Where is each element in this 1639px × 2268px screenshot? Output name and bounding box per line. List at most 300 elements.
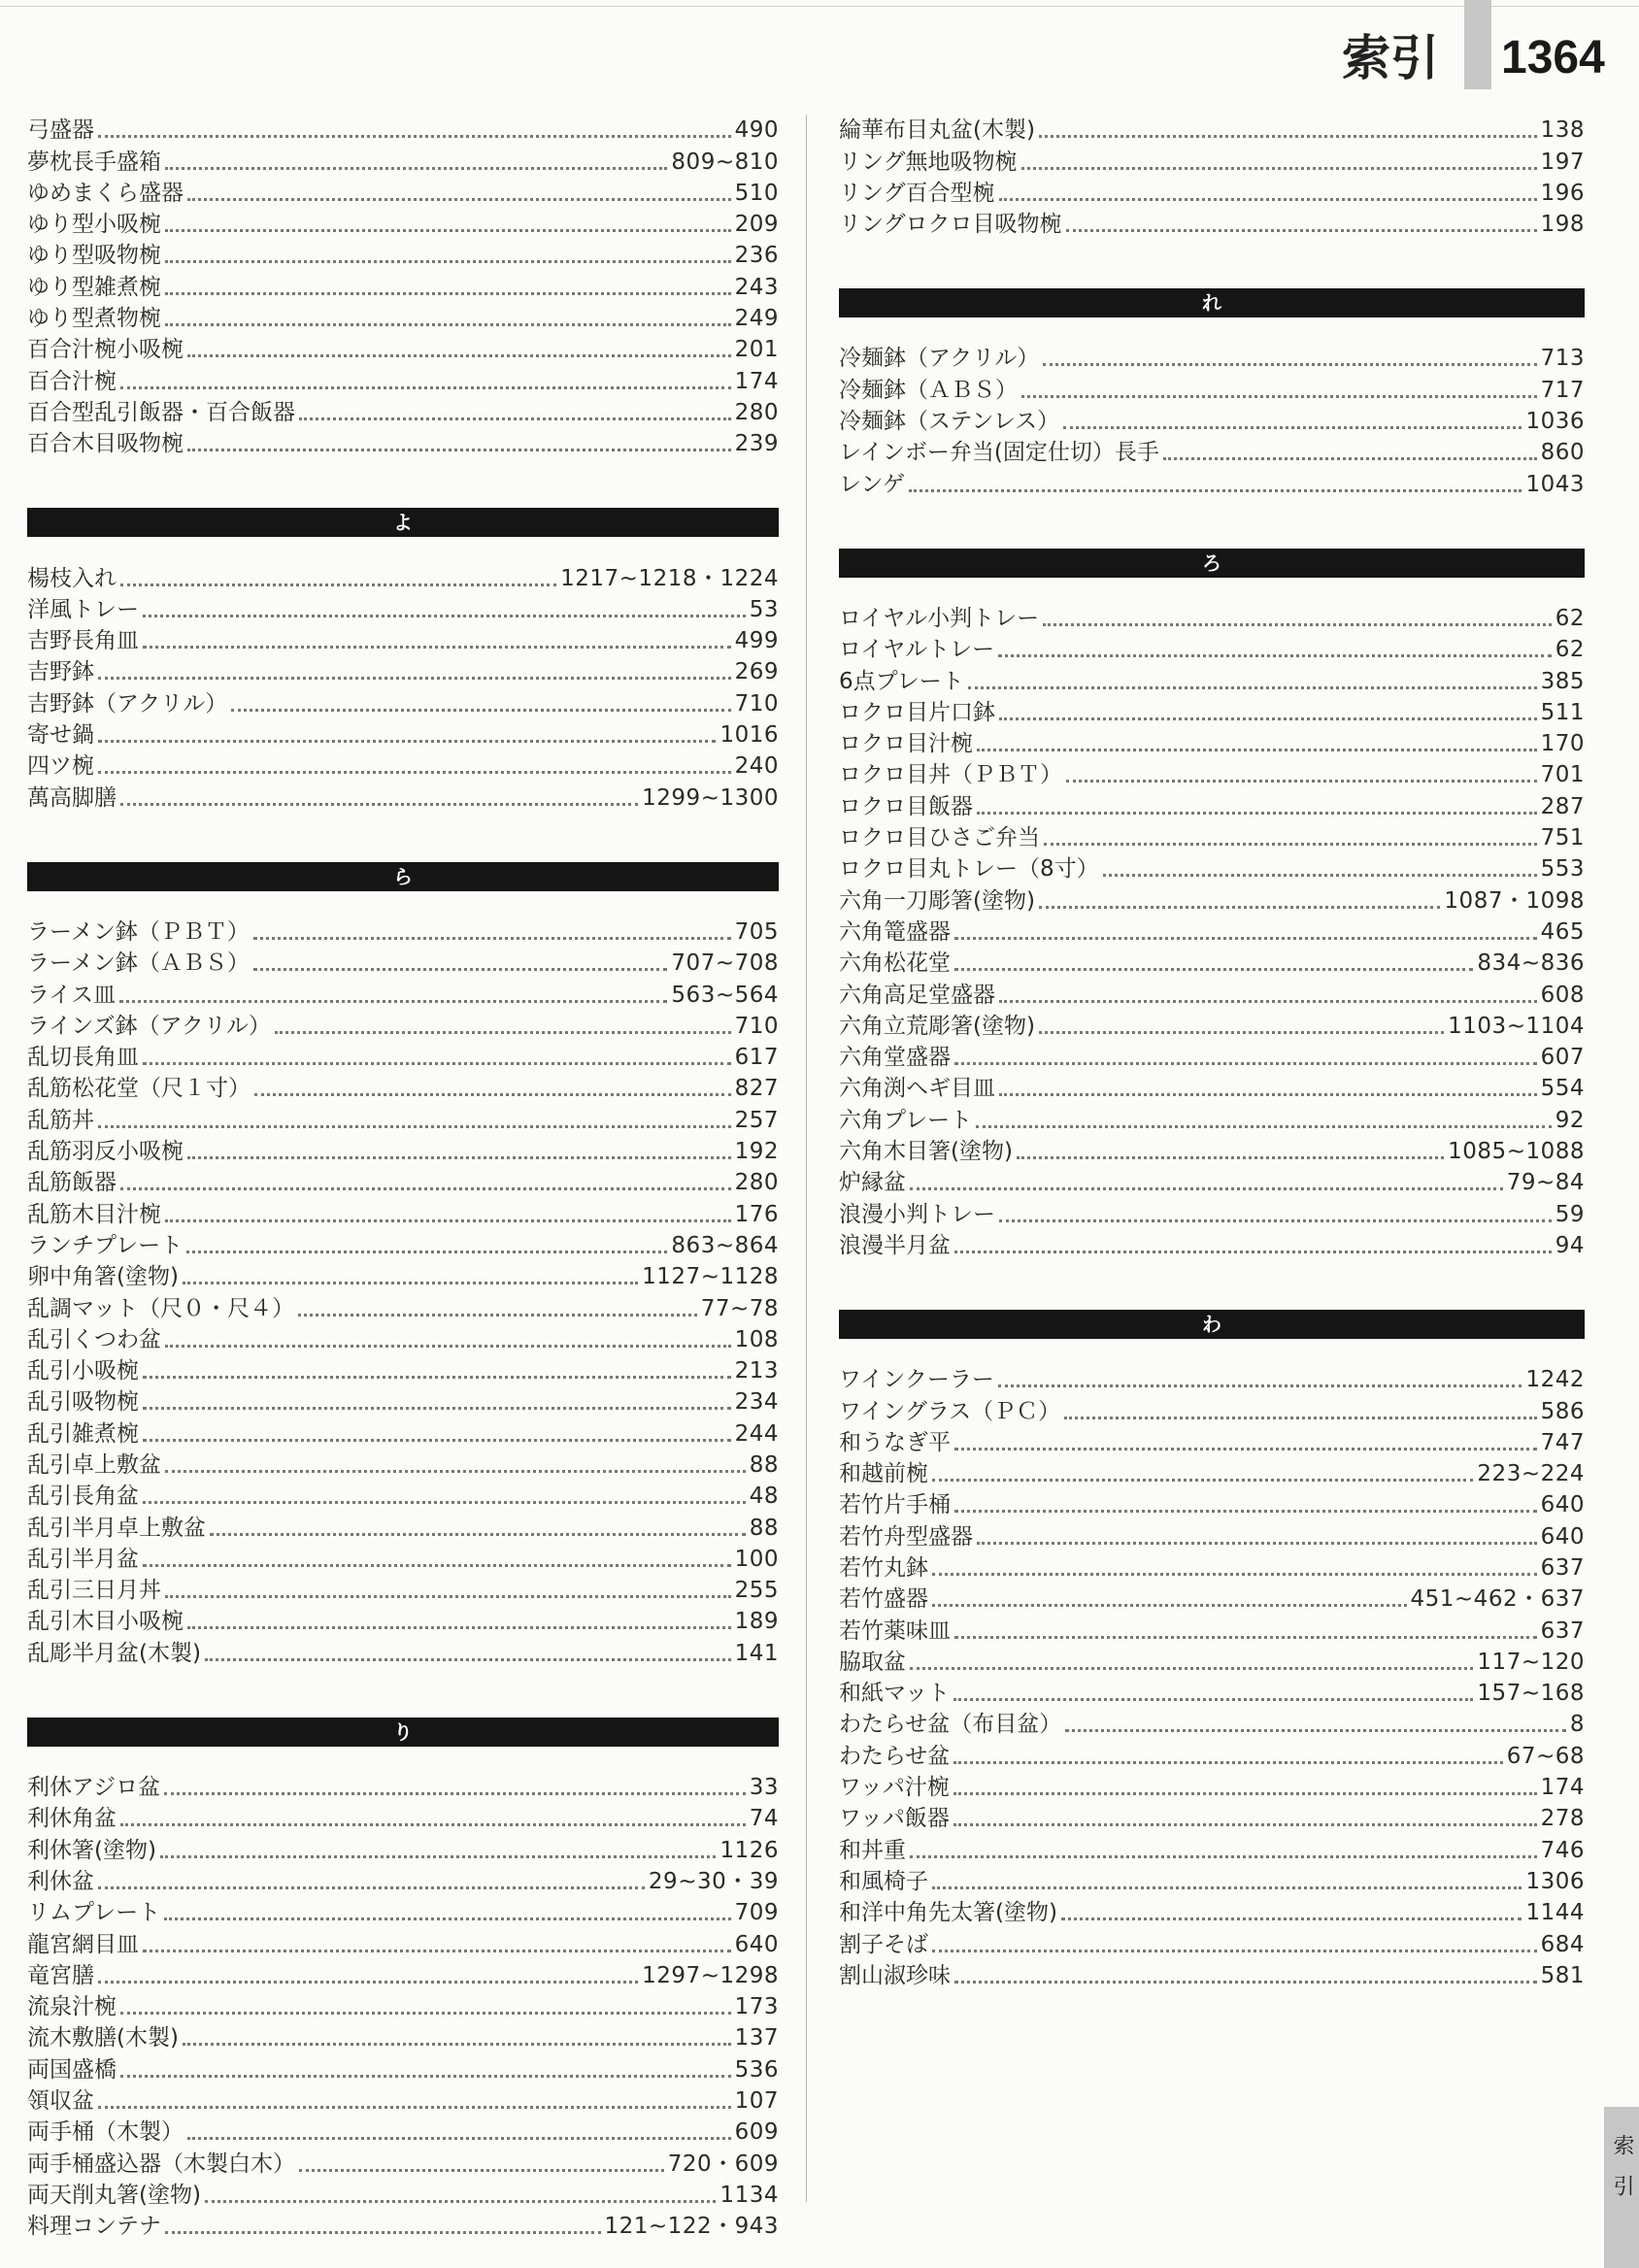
entry-page-number: 88 — [749, 1451, 779, 1478]
entry-label: 浪漫半月盆 — [839, 1232, 951, 1258]
dot-leader — [1039, 1031, 1444, 1034]
dot-leader — [165, 2231, 601, 2234]
entry-label: ロクロ目飯器 — [839, 793, 973, 819]
index-entry — [27, 2022, 779, 2053]
index-entry — [27, 1167, 779, 1198]
index-entry — [839, 146, 1585, 177]
entry-page-number: 137 — [734, 2025, 779, 2051]
dot-leader — [932, 1604, 1407, 1607]
index-entry — [27, 1042, 779, 1073]
index-entry — [839, 1520, 1585, 1551]
dot-leader — [1044, 843, 1537, 846]
entry-page-number: 710 — [734, 690, 779, 717]
entry-page-number: 100 — [734, 1546, 779, 1572]
index-entry — [839, 697, 1585, 728]
entry-label: 利休箸(塗物) — [27, 1837, 156, 1863]
entry-page-number: 249 — [734, 306, 779, 332]
dot-leader — [1163, 457, 1537, 460]
dot-leader — [120, 584, 556, 586]
entry-page-number: 197 — [1540, 149, 1585, 175]
dot-leader — [910, 1667, 1473, 1670]
entry-label: ロクロ目片口鉢 — [839, 699, 995, 725]
dot-leader — [953, 1761, 1502, 1764]
entry-label: ロクロ目丼（ＰＢＴ） — [839, 762, 1062, 788]
index-entry — [27, 1011, 779, 1042]
index-entry — [27, 2148, 779, 2179]
entry-label: 乱引長角盆 — [27, 1484, 139, 1510]
entry-page-number: 280 — [734, 1170, 779, 1196]
entry-label: 両手桶（木製） — [27, 2119, 184, 2146]
dot-leader — [187, 354, 731, 357]
index-entry — [839, 728, 1585, 759]
index-entry — [839, 884, 1585, 916]
index-entry — [27, 115, 779, 146]
entry-label: 浪漫小判トレー — [839, 1201, 995, 1227]
dot-leader — [98, 1886, 645, 1889]
index-entry — [27, 917, 779, 948]
entry-label: ゆり型煮物椀 — [27, 306, 161, 332]
entry-page-number: 747 — [1540, 1429, 1585, 1455]
dot-leader — [98, 677, 731, 680]
entry-page-number: 244 — [734, 1420, 779, 1447]
entry-page-number: 117~120 — [1477, 1649, 1585, 1675]
dot-leader — [143, 1376, 731, 1379]
entry-page-number: 1016 — [719, 722, 779, 749]
header-tab-marker — [1464, 0, 1491, 89]
index-entry — [27, 146, 779, 177]
entry-label: 6点プレート — [839, 668, 964, 694]
index-entry — [839, 1552, 1585, 1584]
entry-page-number: 490 — [734, 117, 779, 144]
entry-label: 洋風トレー — [27, 596, 139, 622]
dot-leader — [968, 686, 1537, 689]
entry-page-number: 189 — [734, 1609, 779, 1635]
index-entry — [839, 603, 1585, 634]
dot-leader — [165, 1345, 731, 1348]
entry-label: 乱引雑煮椀 — [27, 1420, 139, 1447]
entry-page-number: 710 — [734, 1013, 779, 1039]
entry-page-number: 586 — [1540, 1398, 1585, 1424]
entry-page-number: 62 — [1555, 605, 1585, 631]
index-entry — [839, 1364, 1585, 1395]
entry-page-number: 278 — [1540, 1806, 1585, 1832]
dot-leader — [932, 1573, 1537, 1576]
index-entry — [27, 1104, 779, 1135]
entry-page-number: 510 — [734, 180, 779, 206]
dot-leader — [164, 1918, 731, 1920]
index-entry — [27, 2180, 779, 2211]
entry-label: リムプレート — [27, 1900, 161, 1926]
column-divider — [806, 115, 807, 2202]
dot-leader — [999, 717, 1537, 720]
entry-page-number: 170 — [1540, 731, 1585, 757]
index-entry — [839, 374, 1585, 405]
dot-leader — [1039, 135, 1537, 138]
entry-page-number: 53 — [749, 596, 779, 622]
entry-page-number: 255 — [734, 1578, 779, 1604]
dot-leader — [1021, 395, 1537, 398]
dot-leader — [165, 1470, 746, 1473]
index-entry — [27, 1386, 779, 1418]
section-spacer — [27, 1669, 779, 1718]
dot-leader — [165, 167, 667, 170]
index-entry — [839, 979, 1585, 1010]
dot-leader — [999, 1219, 1552, 1222]
entry-page-number: 640 — [734, 1931, 779, 1957]
entry-page-number: 827 — [734, 1076, 779, 1102]
index-entry — [27, 1450, 779, 1481]
section-spacer — [839, 1261, 1585, 1310]
entry-page-number: 173 — [734, 1994, 779, 2020]
entry-page-number: 236 — [734, 243, 779, 269]
index-entry — [839, 406, 1585, 437]
entry-page-number: 192 — [734, 1139, 779, 1165]
dot-leader — [1039, 906, 1440, 909]
index-entry — [839, 1772, 1585, 1803]
index-entry — [27, 594, 779, 625]
entry-label: 利休盆 — [27, 1868, 94, 1894]
dot-leader — [932, 1950, 1537, 1952]
entry-page-number: 141 — [734, 1640, 779, 1666]
dot-leader — [210, 1533, 746, 1536]
entry-page-number: 1043 — [1525, 471, 1585, 497]
entry-page-number: 223~224 — [1477, 1461, 1585, 1487]
index-entry — [27, 687, 779, 718]
index-entry — [27, 2053, 779, 2085]
dot-leader — [186, 1251, 667, 1253]
entry-label: ラーメン鉢（ＰＢＴ） — [27, 918, 250, 945]
entry-page-number: 174 — [734, 368, 779, 394]
index-entry — [27, 1606, 779, 1637]
entry-label: ゆめまくら盛器 — [27, 180, 184, 206]
dot-leader — [954, 968, 1473, 971]
index-entry — [27, 948, 779, 979]
index-entry — [839, 1803, 1585, 1834]
index-entry — [27, 2117, 779, 2148]
dot-leader — [910, 1855, 1537, 1858]
entry-page-number: 553 — [1540, 856, 1585, 883]
index-entry — [27, 1637, 779, 1668]
index-entry — [27, 656, 779, 687]
entry-label: 若竹丸鉢 — [839, 1554, 928, 1581]
index-entry — [839, 178, 1585, 209]
dot-leader — [254, 1093, 731, 1096]
entry-label: 若竹片手桶 — [839, 1492, 951, 1518]
entry-label: リング無地吸物椀 — [839, 149, 1018, 175]
index-entry — [839, 759, 1585, 790]
entry-label: 若竹盛器 — [839, 1586, 928, 1613]
dot-leader — [953, 1823, 1537, 1826]
dot-leader — [98, 135, 731, 138]
dot-leader — [165, 229, 731, 232]
entry-label: 四ツ椀 — [27, 753, 94, 780]
index-entry — [27, 1355, 779, 1386]
entry-label: 綸華布目丸盆(木製) — [839, 117, 1035, 144]
entry-label: 六角プレート — [839, 1107, 973, 1133]
entry-page-number: 1299~1300 — [642, 784, 779, 811]
index-entry — [839, 343, 1585, 374]
dot-leader — [1043, 363, 1536, 366]
entry-page-number: 33 — [749, 1775, 779, 1801]
entry-page-number: 451~462・637 — [1410, 1586, 1585, 1613]
index-entry — [839, 1167, 1585, 1198]
entry-label: 若竹薬味皿 — [839, 1618, 951, 1644]
entry-label: 乱引半月盆 — [27, 1546, 139, 1572]
entry-label: リング百合型椀 — [839, 180, 995, 206]
entry-page-number: 863~864 — [671, 1232, 779, 1258]
index-entry — [27, 1481, 779, 1512]
index-entry — [27, 1292, 779, 1323]
entry-label: 乱筋飯器 — [27, 1170, 117, 1196]
index-entry — [27, 1198, 779, 1229]
dot-leader — [165, 323, 731, 326]
entry-label: 料理コンテナ — [27, 2214, 161, 2240]
dot-leader — [143, 1950, 731, 1952]
index-entry — [27, 750, 779, 782]
dot-leader — [976, 1125, 1552, 1128]
index-entry — [839, 790, 1585, 821]
dot-leader — [1064, 1417, 1536, 1419]
entry-label: 両手桶盛込器（木製白木） — [27, 2151, 295, 2177]
entry-label: ロクロ目ひさご弁当 — [839, 825, 1040, 851]
dot-leader — [183, 1282, 638, 1284]
dot-leader — [231, 709, 730, 712]
entry-label: 乱切長角皿 — [27, 1045, 139, 1071]
dot-leader — [1066, 780, 1537, 783]
dot-leader — [932, 1886, 1522, 1889]
entry-page-number: 1036 — [1525, 409, 1585, 435]
entry-page-number: 121~122・943 — [604, 2214, 779, 2240]
entry-page-number: 609 — [734, 2119, 779, 2146]
entry-page-number: 59 — [1555, 1201, 1585, 1227]
entry-label: ロクロ目汁椀 — [839, 731, 973, 757]
index-entry — [27, 625, 779, 656]
dot-leader — [932, 1479, 1473, 1482]
index-entry — [839, 1427, 1585, 1458]
entry-page-number: 234 — [734, 1389, 779, 1416]
entry-page-number: 563~564 — [671, 982, 779, 1008]
dot-leader — [977, 812, 1537, 815]
section-spacer — [839, 317, 1585, 343]
dot-leader — [98, 771, 731, 774]
dot-leader — [119, 1000, 667, 1003]
index-entry — [839, 209, 1585, 240]
index-entry — [27, 719, 779, 750]
dot-leader — [299, 417, 731, 420]
entry-label: ワイングラス（ＰＣ） — [839, 1398, 1061, 1424]
entry-page-number: 269 — [734, 659, 779, 685]
section-header-bar: わ — [839, 1310, 1585, 1339]
index-entry — [27, 397, 779, 428]
entry-page-number: 385 — [1540, 668, 1585, 694]
index-entry — [839, 1073, 1585, 1104]
dot-leader — [165, 1595, 731, 1598]
entry-page-number: 499 — [734, 628, 779, 654]
entry-page-number: 239 — [734, 431, 779, 457]
entry-label: 利休アジロ盆 — [27, 1775, 161, 1801]
index-entry — [839, 1928, 1585, 1959]
index-entry — [839, 437, 1585, 468]
entry-page-number: 94 — [1555, 1232, 1585, 1258]
index-entry — [27, 2211, 779, 2242]
entry-label: 乱引半月卓上敷盆 — [27, 1515, 206, 1541]
entry-page-number: 1085~1088 — [1448, 1139, 1585, 1165]
entry-label: ワインクーラー — [839, 1367, 994, 1393]
side-index-tab-label: 索引 — [1610, 2134, 1634, 2216]
entry-page-number: 746 — [1540, 1837, 1585, 1863]
index-entry — [839, 1198, 1585, 1229]
entry-page-number: 8 — [1569, 1712, 1585, 1738]
entry-label: 百合汁椀 — [27, 368, 117, 394]
dot-leader — [953, 1792, 1537, 1795]
entry-label: 六角高足堂盛器 — [839, 982, 995, 1008]
section-spacer — [27, 537, 779, 562]
index-entry — [27, 1418, 779, 1449]
dot-leader — [187, 2137, 731, 2140]
entry-label: 六角立荒彫箸(塗物) — [839, 1013, 1035, 1039]
entry-page-number: 176 — [734, 1201, 779, 1227]
entry-label: 割山淑珍味 — [839, 1962, 951, 1988]
dot-leader — [953, 1698, 1473, 1701]
dot-leader — [187, 198, 731, 201]
entry-page-number: 62 — [1555, 637, 1585, 663]
entry-page-number: 751 — [1540, 825, 1585, 851]
section-spacer — [839, 500, 1585, 549]
entry-page-number: 717 — [1540, 377, 1585, 403]
entry-label: わたらせ盆 — [839, 1743, 951, 1769]
entry-page-number: 1126 — [719, 1837, 779, 1863]
dot-leader — [954, 1062, 1537, 1065]
dot-leader — [954, 937, 1537, 940]
entry-label: 吉野鉢 — [27, 659, 94, 685]
entry-label: 和丼重 — [839, 1837, 906, 1863]
entry-page-number: 640 — [1540, 1523, 1585, 1550]
index-entry — [839, 634, 1585, 665]
entry-page-number: 809~810 — [671, 149, 779, 175]
index-entry — [27, 1803, 779, 1834]
index-entry — [839, 1615, 1585, 1646]
dot-leader — [1063, 426, 1522, 429]
index-entry — [27, 365, 779, 396]
section-header-bar: よ — [27, 508, 779, 537]
side-index-tab[interactable] — [1604, 2107, 1639, 2268]
entry-label: レインボー弁当(固定仕切）長手 — [839, 440, 1159, 466]
entry-page-number: 287 — [1540, 793, 1585, 819]
entry-label: 乱筋丼 — [27, 1107, 94, 1133]
entry-label: 竜宮膳 — [27, 1962, 94, 1988]
dot-leader — [1103, 874, 1537, 877]
entry-label: 冷麺鉢（ＡＢＳ） — [839, 377, 1018, 403]
entry-page-number: 1297~1298 — [642, 1962, 779, 1988]
entry-label: 百合型乱引飯器・百合飯器 — [27, 399, 295, 425]
dot-leader — [298, 1314, 697, 1317]
entry-label: 和紙マット — [839, 1681, 951, 1707]
entry-label: レンゲ — [839, 471, 905, 497]
entry-label: 吉野鉢（アクリル） — [27, 690, 228, 717]
dot-leader — [1017, 1156, 1444, 1159]
dot-leader — [187, 449, 731, 451]
entry-label: ラインズ鉢（アクリル） — [27, 1013, 271, 1039]
dot-leader — [143, 1564, 731, 1567]
entry-page-number: 637 — [1540, 1554, 1585, 1581]
index-entry — [27, 782, 779, 813]
dot-leader — [1021, 167, 1537, 170]
entry-label: 乱引木目小吸椀 — [27, 1609, 184, 1635]
entry-page-number: 29~30・39 — [648, 1868, 779, 1894]
entry-page-number: 701 — [1540, 762, 1585, 788]
index-entry — [839, 822, 1585, 853]
index-entry — [27, 562, 779, 593]
entry-page-number: 257 — [734, 1107, 779, 1133]
dot-leader — [98, 1125, 731, 1128]
dot-leader — [253, 968, 668, 971]
entry-label: 六角松花堂 — [839, 951, 951, 977]
entry-label: 乱筋松花堂（尺１寸） — [27, 1076, 251, 1102]
index-entry — [27, 178, 779, 209]
entry-label: ゆり型雑煮椀 — [27, 274, 161, 300]
entry-label: ゆり型吸物椀 — [27, 243, 161, 269]
entry-page-number: 860 — [1540, 440, 1585, 466]
entry-label: 和洋中角先太箸(塗物) — [839, 1900, 1057, 1926]
entry-page-number: 707~708 — [671, 951, 779, 977]
index-entry — [27, 1230, 779, 1261]
entry-page-number: 92 — [1555, 1107, 1585, 1133]
entry-label: 和越前椀 — [839, 1461, 928, 1487]
dot-leader — [98, 2106, 731, 2109]
entry-label: ワッパ飯器 — [839, 1806, 950, 1832]
entry-page-number: 138 — [1540, 117, 1585, 144]
dot-leader — [1061, 1918, 1522, 1920]
entry-page-number: 213 — [734, 1358, 779, 1384]
section-spacer — [27, 459, 779, 508]
entry-label: リングロクロ目吸物椀 — [839, 212, 1062, 238]
entry-label: 乱筋木目汁椀 — [27, 1201, 161, 1227]
index-entry — [27, 1991, 779, 2022]
index-entry — [27, 1575, 779, 1606]
entry-label: 和風椅子 — [839, 1868, 928, 1894]
entry-label: 脇取盆 — [839, 1649, 906, 1675]
dot-leader — [954, 1448, 1537, 1451]
index-entry — [27, 1960, 779, 1991]
entry-label: 六角堂盛器 — [839, 1045, 951, 1071]
index-entry — [27, 1897, 779, 1928]
index-entry — [27, 2085, 779, 2117]
entry-label: 乱引小吸椀 — [27, 1358, 139, 1384]
section-header-bar: ろ — [839, 549, 1585, 578]
index-entry — [839, 1647, 1585, 1678]
index-entry — [27, 1073, 779, 1104]
dot-leader — [164, 1792, 746, 1795]
entry-label: ランチプレート — [27, 1232, 184, 1258]
entry-label: 流木敷膳(木製) — [27, 2025, 179, 2051]
entry-page-number: 280 — [734, 399, 779, 425]
entry-page-number: 108 — [734, 1326, 779, 1352]
entry-page-number: 1217~1218・1224 — [560, 565, 779, 591]
entry-page-number: 88 — [749, 1515, 779, 1541]
entry-label: 龍宮網目皿 — [27, 1931, 139, 1957]
entry-page-number: 720・609 — [667, 2151, 779, 2177]
entry-page-number: 607 — [1540, 1045, 1585, 1071]
entry-page-number: 198 — [1540, 212, 1585, 238]
dot-leader — [120, 2075, 731, 2078]
dot-leader — [977, 1542, 1537, 1545]
dot-leader — [120, 1823, 746, 1826]
entry-page-number: 637 — [1540, 1618, 1585, 1644]
entry-page-number: 554 — [1540, 1076, 1585, 1102]
entry-label: 両天削丸箸(塗物) — [27, 2182, 201, 2208]
index-entry — [839, 1136, 1585, 1167]
dot-leader — [143, 615, 746, 617]
